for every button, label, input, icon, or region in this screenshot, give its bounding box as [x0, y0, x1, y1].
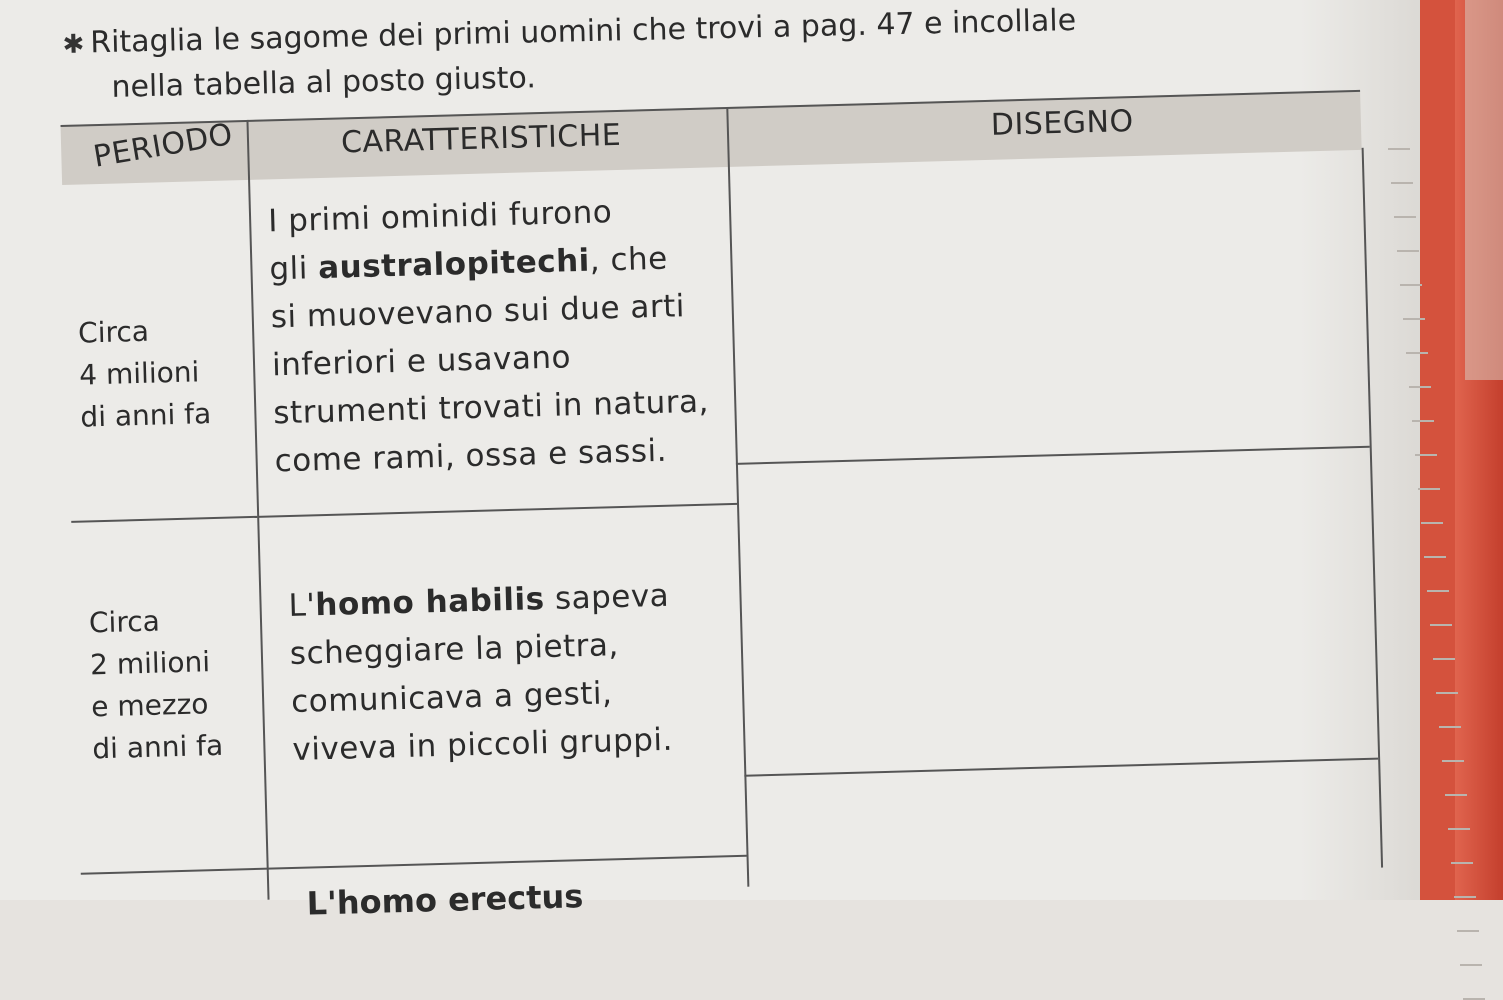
edge-tick — [1451, 862, 1473, 864]
edge-tick — [1388, 148, 1410, 150]
row-1-line-6: come rami, ossa e sassi. — [274, 432, 668, 480]
edge-tick — [1433, 658, 1455, 660]
edge-tick — [1424, 556, 1446, 558]
row-2-line-4: viveva in piccoli gruppi. — [292, 721, 674, 768]
edge-tick — [1418, 488, 1440, 490]
edge-tick — [1430, 624, 1452, 626]
edge-tick — [1427, 590, 1449, 592]
row-3-title: L'homo erectus — [306, 877, 584, 923]
row-2-features — [288, 572, 674, 774]
table-grid — [62, 148, 1383, 923]
row-1-line-4: inferiori e usavano — [271, 339, 572, 384]
row-2-period: Circa 2 milioni e mezzo di anni fa — [88, 604, 224, 766]
row-divider-2 — [81, 855, 747, 875]
row-2-line-3: comunicava a gesti, — [290, 675, 613, 720]
edge-tick — [1400, 284, 1422, 286]
header-features: CARATTERISTICHE — [340, 117, 622, 161]
edge-tick — [1415, 454, 1437, 456]
row-divider-drawing-1 — [736, 446, 1370, 465]
exercise-star-icon: ✱ — [62, 29, 85, 60]
header-period: PERIODO — [90, 116, 236, 175]
instruction-line-1: Ritaglia le sagome dei primi uomini che trovi a pag. 47 e incollale — [89, 2, 1077, 61]
edge-tick — [1394, 216, 1416, 218]
row-divider-drawing-2 — [744, 758, 1378, 777]
edge-tick — [1448, 828, 1470, 830]
column-divider-2 — [726, 107, 749, 887]
edge-tick — [1436, 692, 1458, 694]
row-2-line-2: scheggiare la pietra, — [289, 627, 620, 673]
edge-tick — [1409, 386, 1431, 388]
edge-tick — [1406, 352, 1428, 354]
column-divider-1 — [246, 120, 269, 900]
instruction-line-2: nella tabella al posto giusto. — [111, 60, 537, 105]
row-divider-period-1 — [71, 516, 257, 523]
edge-tick — [1391, 182, 1413, 184]
edge-tick — [1403, 318, 1425, 320]
edge-tick — [1421, 522, 1443, 524]
edge-tick — [1460, 964, 1482, 966]
edge-tick — [1397, 250, 1419, 252]
history-table — [62, 104, 1403, 959]
row-1-features — [268, 186, 711, 486]
edge-tick — [1412, 420, 1434, 422]
row-1-period: Circa 4 milioni di anni fa — [77, 314, 212, 434]
row-2-line-1: L'homo habilis sapeva — [288, 577, 670, 625]
row-1-line-1: I primi ominidi furono — [267, 194, 613, 240]
row-1-line-3: si muovevano sui due arti — [270, 288, 686, 336]
edge-tick — [1445, 794, 1467, 796]
edge-tick — [1442, 760, 1464, 762]
background-fabric — [1465, 0, 1503, 380]
edge-tick — [1454, 896, 1476, 898]
row-divider-features-1 — [257, 503, 737, 518]
row-1-line-5: strumenti trovati in natura, — [272, 383, 710, 432]
edge-tick — [1439, 726, 1461, 728]
header-drawing: DISEGNO — [990, 104, 1135, 143]
edge-tick — [1457, 930, 1479, 932]
row-1-line-2: gli australopitechi, che — [269, 240, 669, 288]
